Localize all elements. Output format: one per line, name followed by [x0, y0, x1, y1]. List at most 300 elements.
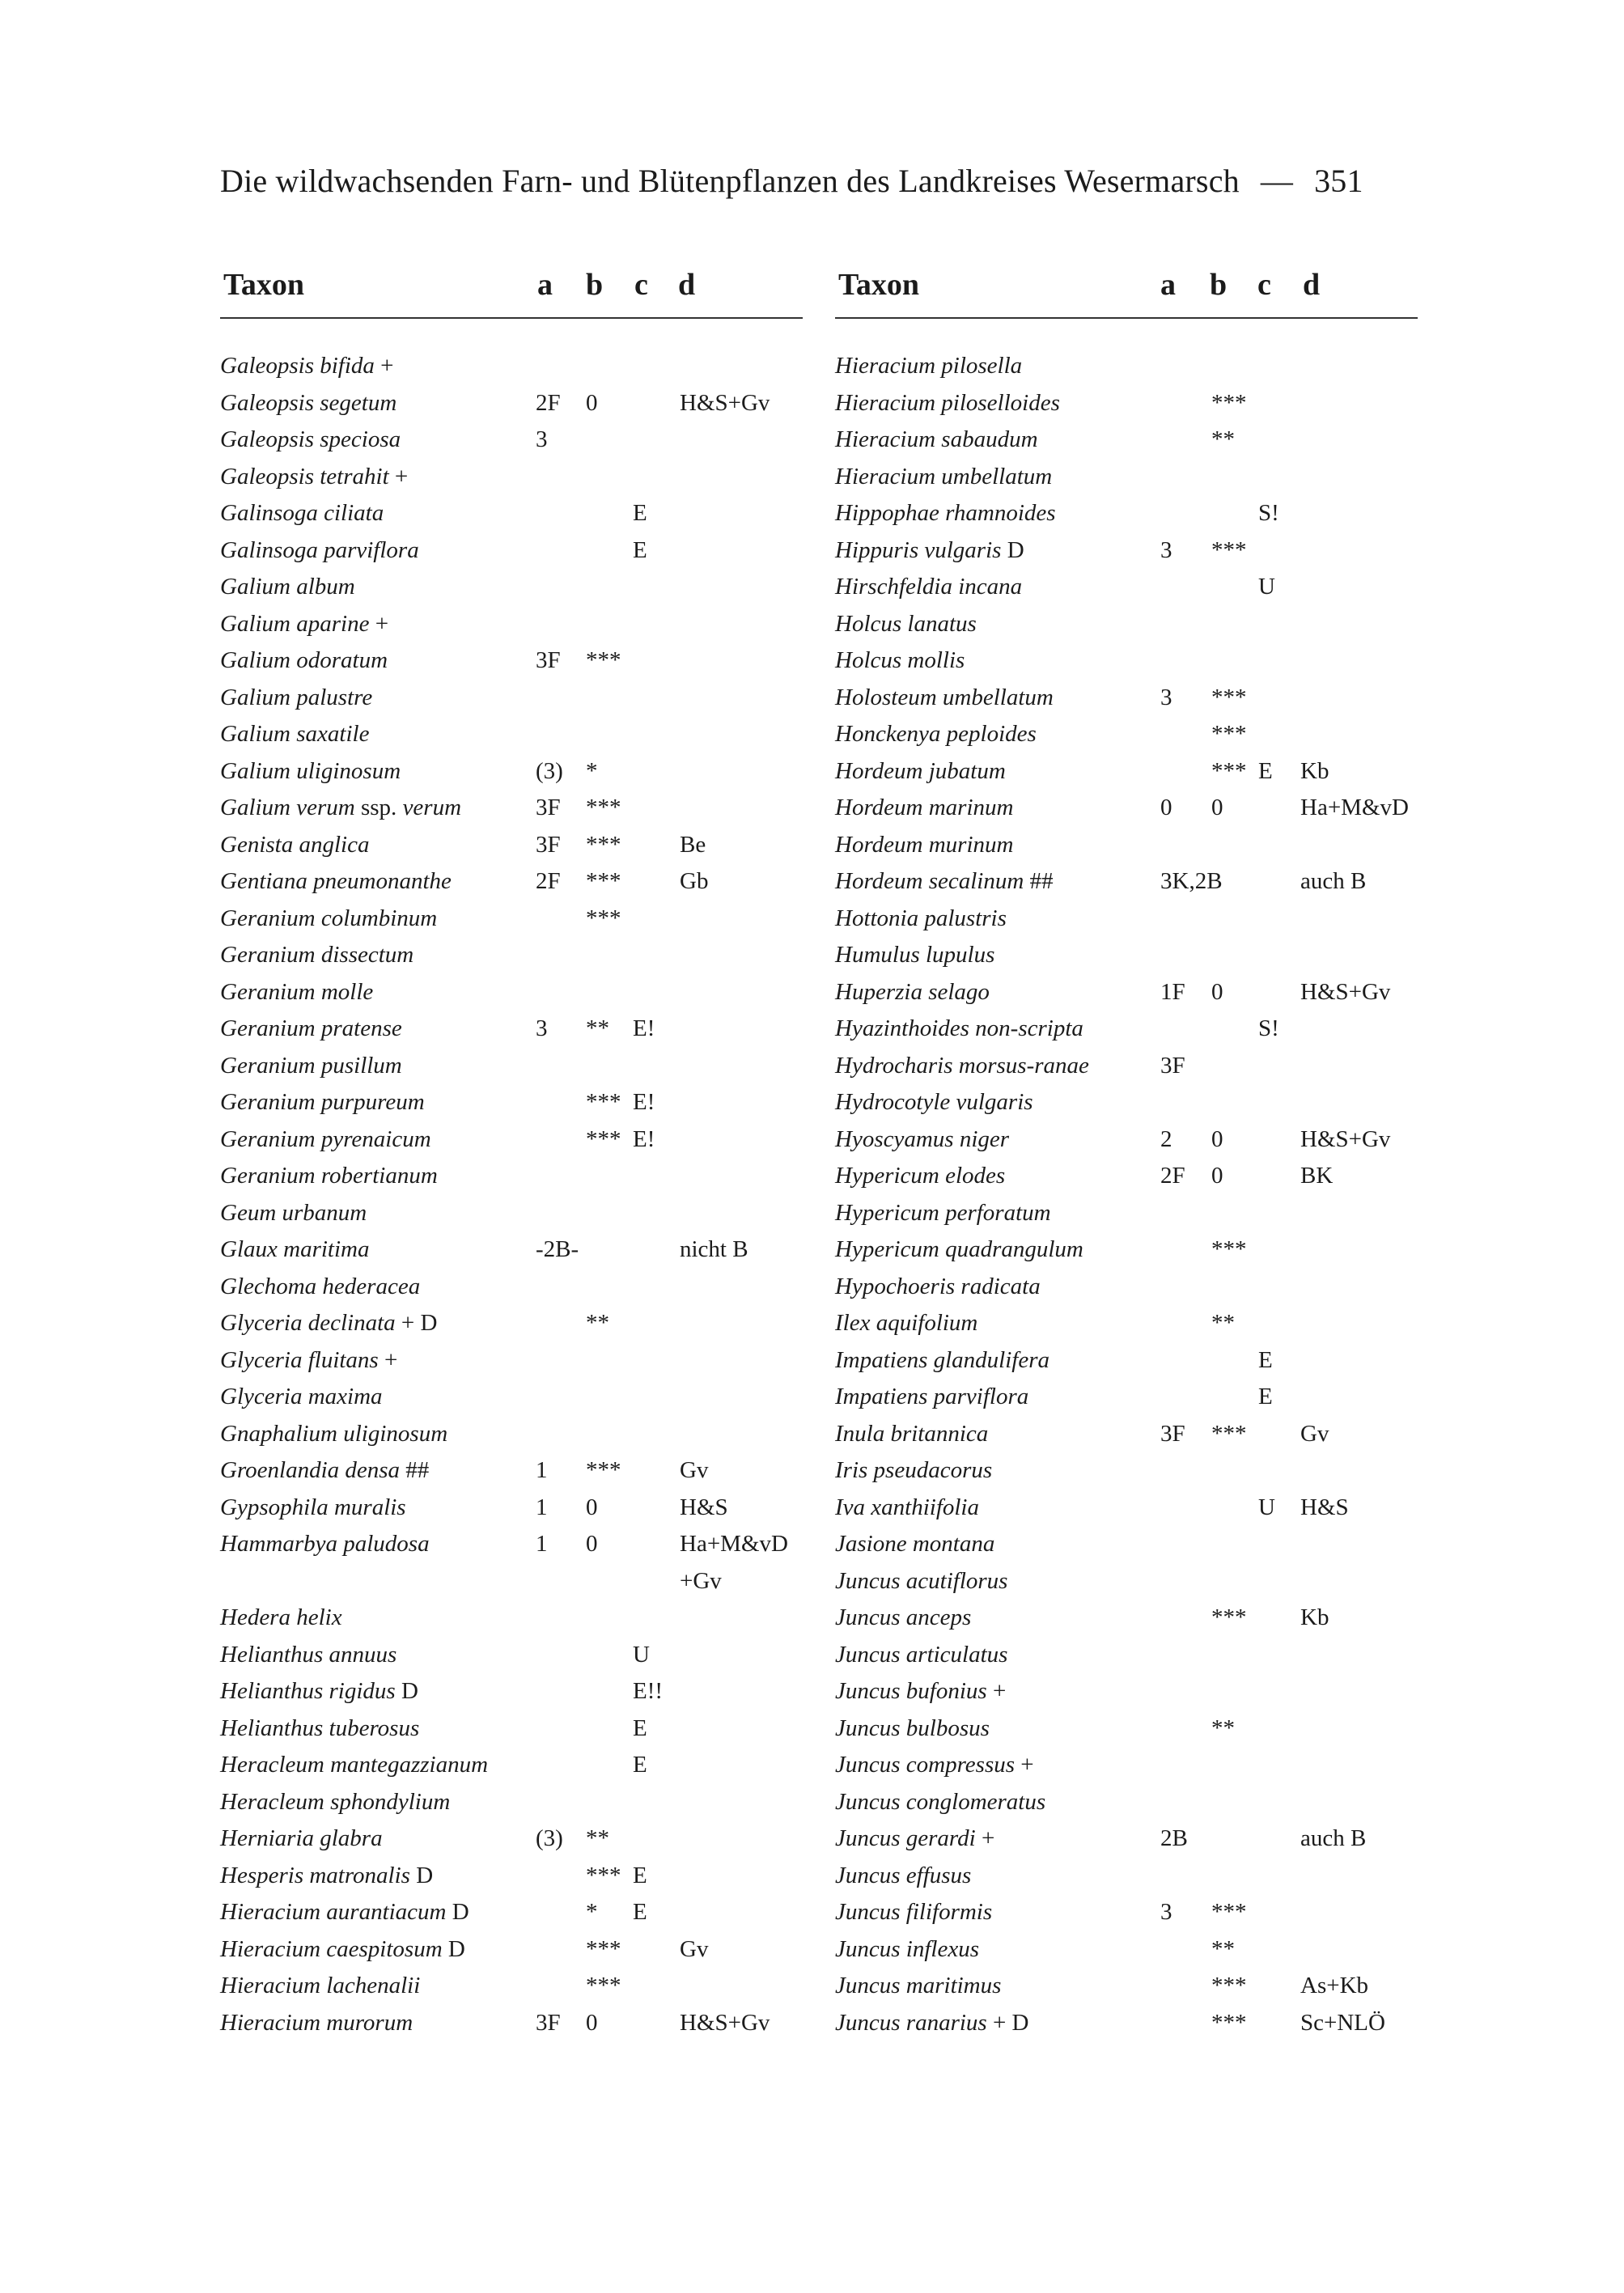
cell-b: *** — [586, 1125, 621, 1152]
table-row — [220, 495, 803, 532]
table-row — [835, 1600, 1418, 1637]
taxon-name — [220, 1200, 367, 1227]
taxon-italic: Geranium robertianum — [220, 1163, 438, 1189]
taxon-name — [835, 1163, 1005, 1189]
cell-b: *** — [1211, 721, 1247, 747]
taxon-italic: Honckenya peploides — [835, 721, 1037, 747]
table-row — [220, 385, 803, 422]
table-row — [220, 1747, 803, 1784]
right-table-body — [835, 348, 1418, 2041]
taxon-qualifier: ssp. — [354, 795, 403, 820]
cell-d: Gv — [680, 1457, 709, 1483]
taxon-italic: Galium palustre — [220, 684, 373, 710]
cell-a: 2F — [536, 868, 561, 894]
cell-a: 3F — [536, 2009, 561, 2036]
cell-a: 3F — [1160, 1420, 1185, 1447]
taxon-italic: Juncus inflexus — [835, 1935, 979, 1962]
table-row — [220, 1600, 803, 1637]
taxon-name — [835, 1936, 979, 1963]
table-row — [220, 1379, 803, 1416]
taxon-qualifier: + — [986, 1678, 1007, 1704]
taxon-italic: Gypsophila muralis — [220, 1494, 406, 1520]
taxon-italic: Galium album — [220, 574, 355, 600]
taxon-italic: Hyazinthoides non-scripta — [835, 1015, 1083, 1041]
cell-b: *** — [586, 1935, 621, 1962]
cell-b: ** — [1211, 1714, 1235, 1741]
taxon-qualifier: ## — [1024, 868, 1054, 894]
taxon-italic: Impatiens glandulifera — [835, 1346, 1050, 1373]
cell-c: E — [633, 1752, 647, 1778]
table-row — [835, 680, 1418, 717]
cell-d: Ha+M&vD — [1300, 795, 1409, 820]
taxon-italic: Juncus ranarius — [835, 2009, 987, 2036]
taxon-name — [835, 1347, 1049, 1374]
taxon-qualifier: + D — [986, 2009, 1029, 2036]
table-row — [835, 974, 1418, 1011]
taxon-name — [220, 353, 394, 379]
taxon-italic: Hypericum elodes — [835, 1163, 1006, 1189]
taxon-name — [220, 685, 372, 711]
taxon-name — [835, 1200, 1051, 1227]
cell-b: *** — [586, 1089, 621, 1115]
taxon-italic: Helianthus tuberosus — [220, 1714, 420, 1741]
taxon-name — [220, 1163, 438, 1189]
taxon-name — [835, 1825, 994, 1852]
table-row — [220, 606, 803, 643]
taxon-italic: Hirschfeldia incana — [835, 574, 1023, 600]
taxon-name — [835, 1568, 1007, 1595]
cell-a: 2 — [1160, 1125, 1172, 1152]
table-row — [835, 1490, 1418, 1527]
cell-c: E — [1258, 757, 1273, 784]
table-row — [220, 1931, 803, 1969]
cell-b: 0 — [1211, 978, 1223, 1005]
taxon-italic: Holcus mollis — [835, 647, 965, 673]
taxon-italic: Hedera helix — [220, 1604, 342, 1630]
table-row — [835, 642, 1418, 680]
taxon-italic: Geranium purpureum — [220, 1089, 425, 1115]
cell-c: E! — [633, 1015, 655, 1041]
taxon-qualifier: D — [446, 1899, 469, 1925]
taxon-name — [220, 574, 355, 600]
taxon-name — [835, 1899, 992, 1926]
taxon-name — [220, 1421, 447, 1447]
taxon-italic: Impatiens parviflora — [835, 1384, 1029, 1409]
right-column — [835, 261, 1418, 2041]
cell-a: 3 — [1160, 536, 1172, 563]
cell-c: E — [1258, 1384, 1273, 1409]
taxon-name — [220, 1089, 425, 1116]
taxon-name — [835, 1457, 992, 1484]
cell-b: *** — [586, 795, 621, 820]
cell-a: 1F — [1160, 978, 1185, 1005]
cell-b: 0 — [586, 1531, 598, 1557]
table-row — [220, 1526, 803, 1563]
cell-c: E — [633, 1714, 647, 1741]
taxon-name — [835, 1384, 1028, 1410]
cell-a: 2F — [536, 389, 561, 416]
taxon-italic: Hordeum secalinum — [835, 868, 1024, 894]
table-row — [835, 1452, 1418, 1490]
taxon-name — [835, 1678, 1006, 1705]
cell-a: (3) — [536, 757, 563, 784]
table-row — [220, 1416, 803, 1453]
table-row — [220, 753, 803, 790]
header-taxon: Taxon — [223, 268, 304, 302]
table-row — [220, 642, 803, 680]
cell-b: ** — [586, 1015, 609, 1041]
running-head-separator: — — [1260, 163, 1294, 199]
taxon-italic: Genista anglica — [220, 831, 370, 858]
cell-a: 1 — [536, 1531, 548, 1557]
cell-b: *** — [1211, 1973, 1247, 1998]
table-row — [220, 680, 803, 717]
taxon-italic: Juncus maritimus — [835, 1973, 1002, 1998]
cell-d: Gv — [1300, 1420, 1329, 1447]
cell-b: 0 — [586, 389, 598, 416]
table-row — [835, 1820, 1418, 1858]
table-row — [835, 1195, 1418, 1232]
table-row — [220, 1784, 803, 1821]
taxon-name — [220, 721, 369, 748]
cell-d: Gb — [680, 868, 709, 894]
taxon-italic: Juncus conglomeratus — [835, 1788, 1046, 1815]
cell-c: E — [633, 1862, 647, 1888]
taxon-name — [220, 1531, 430, 1558]
header-a: a — [537, 268, 553, 302]
taxon-italic: Juncus compressus — [835, 1752, 1016, 1778]
cell-c: E — [633, 536, 647, 563]
cell-d: auch B — [1300, 868, 1367, 894]
header-b: b — [586, 268, 604, 302]
cell-d: nicht B — [680, 1236, 748, 1262]
taxon-qualifier: D — [442, 1935, 465, 1962]
taxon-italic: Juncus bufonius — [835, 1678, 987, 1704]
taxon-name — [835, 500, 1056, 527]
taxon-name — [220, 1715, 419, 1742]
table-row — [220, 1269, 803, 1306]
taxon-italic: Hyoscyamus niger — [835, 1125, 1010, 1152]
taxon-italic: Iris pseudacorus — [835, 1457, 993, 1483]
taxon-name — [835, 868, 1054, 895]
table-row — [220, 1121, 803, 1159]
table-row — [835, 2005, 1418, 2042]
table-row — [220, 1195, 803, 1232]
taxon-name — [835, 832, 1013, 858]
taxon-name — [220, 795, 461, 821]
taxon-italic: Heracleum mantegazzianum — [220, 1752, 489, 1778]
taxon-italic: Galeopsis tetrahit — [220, 463, 389, 490]
taxon-italic: Hydrocharis morsus-ranae — [835, 1052, 1089, 1079]
taxon-name — [835, 353, 1022, 379]
taxon-italic: Hesperis matronalis — [220, 1862, 410, 1888]
taxon-name — [220, 1678, 418, 1705]
table-row — [835, 1931, 1418, 1969]
table-row — [220, 937, 803, 974]
cell-d: BK — [1300, 1163, 1334, 1189]
taxon-italic: Galinsoga ciliata — [220, 500, 384, 526]
table-row — [220, 790, 803, 827]
table-row — [220, 348, 803, 385]
cell-b: *** — [1211, 1604, 1247, 1630]
cell-b: *** — [1211, 1899, 1247, 1925]
header-taxon: Taxon — [838, 268, 919, 302]
cell-b: ** — [1211, 1935, 1235, 1962]
table-row — [835, 495, 1418, 532]
taxon-italic: Gentiana pneumonanthe — [220, 868, 452, 894]
taxon-italic: Iva xanthiifolia — [835, 1494, 979, 1520]
taxon-italic: Hieracium aurantiacum — [220, 1899, 447, 1925]
left-column — [220, 261, 803, 2041]
table-row — [835, 1416, 1418, 1453]
taxon-italic: Hieracium caespitosum — [220, 1935, 443, 1962]
table-row — [220, 1710, 803, 1748]
table-row — [835, 1231, 1418, 1269]
taxon-italic: Inula britannica — [835, 1420, 989, 1447]
taxon-name — [220, 1789, 450, 1816]
taxon-italic: Geranium columbinum — [220, 905, 438, 931]
cell-b: * — [586, 1899, 598, 1925]
table-row — [835, 1858, 1418, 1895]
cell-a: 3F — [536, 831, 561, 858]
table-row — [835, 569, 1418, 606]
taxon-italic: Juncus filiformis — [835, 1899, 993, 1925]
taxon-name — [835, 1531, 994, 1558]
header-b: b — [1210, 268, 1228, 302]
taxon-name — [220, 868, 452, 895]
taxon-italic: Glyceria maxima — [220, 1384, 383, 1409]
taxon-italic: Hypericum quadrangulum — [835, 1236, 1083, 1262]
taxon-italic: Hippophae rhamnoides — [835, 500, 1056, 526]
taxon-name — [220, 611, 388, 638]
table-row — [835, 385, 1418, 422]
table-row — [220, 1342, 803, 1380]
taxon-name — [220, 1310, 437, 1337]
taxon-italic: Hypericum perforatum — [835, 1199, 1051, 1226]
taxon-italic: Juncus articulatus — [835, 1641, 1008, 1668]
cell-d: Gv — [680, 1935, 709, 1962]
header-d: d — [1303, 268, 1321, 302]
taxon-name — [835, 647, 965, 674]
cell-b: *** — [1211, 684, 1247, 710]
taxon-name — [220, 1053, 402, 1079]
running-head-title: Die wildwachsenden Farn- und Blütenpflanzen des Landkreises Wesermarsch — [220, 163, 1240, 199]
taxon-name — [835, 1053, 1089, 1079]
taxon-name — [220, 1347, 397, 1374]
taxon-qualifier: + D — [395, 1310, 438, 1336]
table-row — [835, 1747, 1418, 1784]
taxon-italic: Helianthus rigidus — [220, 1678, 396, 1704]
cell-b: *** — [586, 647, 621, 673]
cell-b: *** — [1211, 2009, 1247, 2036]
taxon-italic: Ilex aquifolium — [835, 1310, 978, 1336]
taxon-name — [835, 795, 1013, 821]
cell-b: *** — [1211, 536, 1247, 563]
taxon-italic: Geum urbanum — [220, 1199, 367, 1226]
table-row — [835, 1048, 1418, 1085]
taxon-name — [835, 390, 1060, 417]
taxon-name — [220, 1494, 406, 1521]
taxon-name — [220, 1126, 431, 1153]
table-row — [835, 1710, 1418, 1748]
taxon-qualifier: D — [395, 1678, 418, 1704]
taxon-name — [835, 1089, 1033, 1116]
taxon-italic: Hieracium piloselloides — [835, 389, 1060, 416]
cell-b: ** — [1211, 1310, 1235, 1336]
taxon-name — [835, 574, 1022, 600]
table-row — [835, 937, 1418, 974]
cell-c: E — [1258, 1346, 1273, 1373]
taxon-name — [835, 1274, 1041, 1300]
taxon-italic: Galinsoga parviflora — [220, 536, 419, 563]
taxon-name — [220, 1274, 420, 1300]
taxon-italic: Juncus bulbosus — [835, 1714, 990, 1741]
table-row — [835, 1342, 1418, 1380]
cell-d: +Gv — [680, 1567, 722, 1594]
taxon-name — [835, 1236, 1083, 1263]
taxon-qualifier: ## — [400, 1457, 430, 1483]
taxon-italic: Jasione montana — [835, 1531, 995, 1557]
cell-c: E! — [633, 1089, 655, 1115]
cell-b: *** — [586, 1457, 621, 1483]
taxon-name — [220, 979, 373, 1006]
table-row — [220, 1968, 803, 2005]
table-row — [220, 1673, 803, 1710]
table-row — [835, 532, 1418, 570]
cell-a: 2B — [1160, 1825, 1188, 1851]
table-row — [835, 1011, 1418, 1048]
table-row — [220, 1231, 803, 1269]
cell-c: E! — [633, 1125, 655, 1152]
taxon-italic: Galium uliginosum — [220, 757, 401, 784]
cell-b: 0 — [586, 2009, 598, 2036]
table-row — [835, 422, 1418, 459]
cell-a: 3F — [536, 795, 561, 820]
table-row — [835, 1894, 1418, 1931]
taxon-name — [220, 2010, 413, 2037]
taxon-name — [220, 758, 401, 785]
cell-b: *** — [1211, 757, 1247, 784]
page-number: 351 — [1314, 163, 1363, 199]
table-row — [835, 1269, 1418, 1306]
cell-b: 0 — [1211, 1125, 1223, 1152]
taxon-qualifier: D — [409, 1862, 434, 1888]
taxon-qualifier: + — [378, 1346, 398, 1373]
header-c: c — [634, 268, 648, 302]
taxon-italic: Juncus effusus — [835, 1862, 972, 1888]
taxon-name — [835, 1973, 1001, 1999]
taxon-name — [835, 1421, 988, 1447]
taxon-name — [220, 1825, 383, 1852]
table-row — [220, 1011, 803, 1048]
taxon-italic: Hieracium murorum — [220, 2009, 413, 2036]
taxon-italic: Holcus lanatus — [835, 610, 977, 637]
taxon-name — [220, 1752, 488, 1778]
taxon-italic: Glyceria declinata — [220, 1310, 396, 1336]
taxon-italic: Humulus lupulus — [835, 942, 995, 968]
table-row — [835, 827, 1418, 864]
taxon-name — [220, 1236, 369, 1263]
taxon-italic: Hippuris vulgaris — [835, 536, 1002, 563]
taxon-name — [835, 1015, 1083, 1042]
taxon-name — [835, 2010, 1029, 2037]
taxon-italic: Hammarbya paludosa — [220, 1531, 430, 1557]
right-table-header — [835, 261, 1418, 319]
taxon-italic: Hieracium umbellatum — [835, 463, 1053, 490]
table-row — [220, 1894, 803, 1931]
taxon-qualifier: + — [369, 610, 389, 637]
left-table-header — [220, 261, 803, 319]
taxon-italic: Galeopsis segetum — [220, 389, 397, 416]
cell-a: 3 — [536, 1015, 548, 1041]
taxon-italic: Holosteum umbellatum — [835, 684, 1054, 710]
table-row — [220, 901, 803, 938]
left-table-body — [220, 348, 803, 2041]
taxon-italic: Geranium pusillum — [220, 1052, 402, 1079]
cell-b: 0 — [1211, 1163, 1223, 1189]
taxon-qualifier: + — [1015, 1752, 1034, 1778]
table-row — [220, 1158, 803, 1195]
cell-a: 3K,2B — [1160, 868, 1223, 894]
cell-a: 0 — [1160, 795, 1172, 820]
taxon-italic: Juncus gerardi — [835, 1825, 976, 1851]
cell-c: E — [633, 500, 647, 526]
taxon-name — [835, 426, 1038, 453]
taxon-italic: Hieracium sabaudum — [835, 426, 1038, 452]
taxon-name — [835, 979, 990, 1006]
table-row — [220, 532, 803, 570]
cell-d: H&S — [680, 1494, 728, 1520]
table-row — [220, 1490, 803, 1527]
cell-b: *** — [586, 831, 621, 858]
taxon-name — [835, 1863, 971, 1889]
table-row — [835, 1673, 1418, 1710]
table-row — [220, 1048, 803, 1085]
taxon-italic: Hydrocotyle vulgaris — [835, 1089, 1033, 1115]
header-d: d — [678, 268, 696, 302]
taxon-name — [220, 500, 384, 527]
table-row — [835, 1158, 1418, 1195]
table-row — [220, 1637, 803, 1674]
cell-b: * — [586, 757, 598, 784]
table-row — [835, 901, 1418, 938]
header-c: c — [1257, 268, 1271, 302]
cell-b: *** — [586, 1862, 621, 1888]
cell-c: S! — [1258, 500, 1279, 526]
cell-d: Be — [680, 831, 706, 858]
taxon-name — [220, 1899, 469, 1926]
taxon-name — [835, 942, 994, 968]
cell-d: H&S+Gv — [1300, 978, 1391, 1005]
taxon-name — [835, 1310, 977, 1337]
cell-d: As+Kb — [1300, 1973, 1369, 1998]
taxon-italic: Hieracium lachenalii — [220, 1973, 421, 1998]
taxon-name — [835, 1494, 979, 1521]
taxon-italic: Glaux maritima — [220, 1236, 370, 1262]
table-row — [835, 1379, 1418, 1416]
cell-a: 1 — [536, 1494, 548, 1520]
taxon-name — [220, 832, 369, 858]
cell-a: 1 — [536, 1457, 548, 1483]
cell-a: (3) — [536, 1825, 563, 1851]
table-row — [835, 1968, 1418, 2005]
taxon-italic: Geranium pyrenaicum — [220, 1125, 431, 1152]
taxon-name — [835, 1715, 990, 1742]
cell-c: S! — [1258, 1015, 1279, 1041]
taxon-name — [835, 537, 1024, 564]
taxon-italic: Hypochoeris radicata — [835, 1273, 1041, 1299]
cell-b: ** — [586, 1310, 609, 1336]
